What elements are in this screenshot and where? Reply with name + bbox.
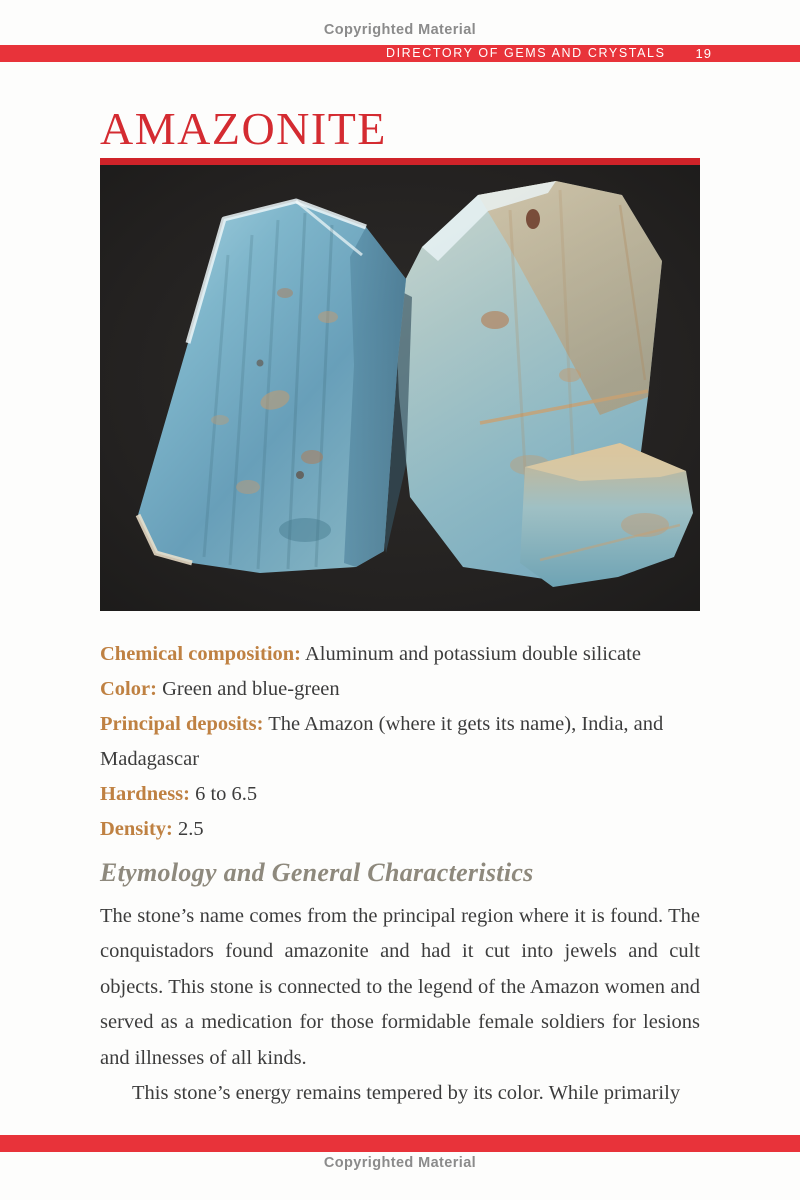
property-row <box>100 637 700 672</box>
copyright-notice-top: Copyrighted Material <box>323 22 477 38</box>
property-value: 2.5 <box>178 818 204 840</box>
title-rule <box>100 158 700 165</box>
property-label: Hardness: <box>100 783 190 805</box>
property-value: Green and blue-green <box>162 678 340 700</box>
property-value: Aluminum and potassium double silicate <box>305 643 641 665</box>
property-list <box>100 637 700 847</box>
header-band <box>0 45 800 62</box>
property-value: 6 to 6.5 <box>195 783 258 805</box>
property-row <box>100 707 700 777</box>
property-label: Principal deposits: <box>100 713 264 735</box>
property-row <box>100 777 700 812</box>
property-label: Density: <box>100 818 173 840</box>
article-content <box>100 100 700 1111</box>
property-label: Chemical composition: <box>100 643 301 665</box>
page-title: AMAZONITE <box>100 103 387 154</box>
footer-band <box>0 1135 800 1152</box>
paragraph: The stone’s name comes from the principal region where it is found. The conquistadors found amazonite and had it cut into jewels and cult objects. This stone is connected to the legend of the Amazon women and served as a medication for those formidable female soldiers for lesions and illnesses of all kinds. <box>100 905 700 1069</box>
amazonite-crystal-cluster-photo <box>100 165 700 611</box>
property-row <box>100 672 700 707</box>
running-head: DIRECTORY OF GEMS AND CRYSTALS <box>385 46 666 60</box>
page-number: 19 <box>695 46 712 61</box>
property-value: The Amazon (where it gets its name), India, and Madagascar <box>100 713 664 770</box>
paragraph: This stone’s energy remains tempered by its color. While primarily <box>132 1082 681 1105</box>
body-text <box>100 899 700 1111</box>
property-row <box>100 812 700 847</box>
copyright-notice-bottom: Copyrighted Material <box>323 1155 477 1171</box>
section-heading: Etymology and General Characteristics <box>100 858 534 887</box>
property-label: Color: <box>100 678 157 700</box>
